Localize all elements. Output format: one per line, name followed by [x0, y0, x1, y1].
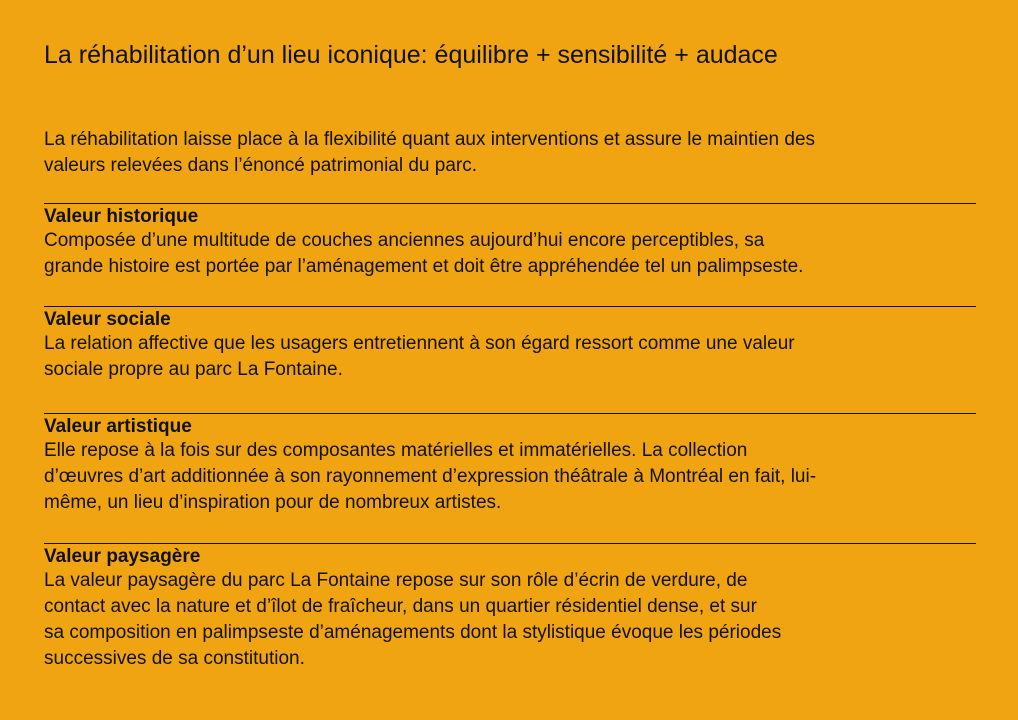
section-heading: Valeur sociale — [44, 309, 171, 330]
section-heading: Valeur artistique — [44, 416, 192, 437]
intro-line: La réhabilitation laisse place à la flexibilité quant aux interventions et assure le maintien des — [44, 129, 816, 150]
intro-line: valeurs relevées dans l’énoncé patrimonial du parc. — [44, 155, 478, 176]
section-line: Composée d’une multitude de couches anciennes aujourd’hui encore perceptibles, sa — [44, 230, 765, 251]
section-line: grande histoire est portée par l’aménagement et doit être appréhendée tel un palimpseste. — [44, 256, 804, 277]
section-body — [44, 568, 976, 672]
section-heading: Valeur historique — [44, 206, 199, 227]
section-valeur-paysagere — [44, 543, 976, 672]
section-line: La valeur paysagère du parc La Fontaine repose sur son rôle d’écrin de verdure, de — [44, 570, 748, 591]
section-valeur-sociale — [44, 306, 976, 383]
section-line: La relation affective que les usagers entretiennent à son égard ressort comme une valeur — [44, 333, 795, 354]
section-body — [44, 228, 976, 280]
intro-paragraph — [44, 127, 976, 179]
section-line: d’œuvres d’art additionnée à son rayonnement d’expression théâtrale à Montréal en fait, lui- — [44, 466, 817, 487]
section-line: sociale propre au parc La Fontaine. — [44, 359, 343, 380]
page-title: La réhabilitation d’un lieu iconique: équilibre + sensibilité + audace — [44, 41, 778, 69]
section-body — [44, 331, 976, 383]
section-divider — [44, 203, 976, 204]
section-line: même, un lieu d’inspiration pour de nombreux artistes. — [44, 492, 502, 513]
section-line: sa composition en palimpseste d’aménagements dont la stylistique évoque les périodes — [44, 622, 782, 643]
section-divider — [44, 413, 976, 414]
section-line: Elle repose à la fois sur des composantes matérielles et immatérielles. La collection — [44, 440, 748, 461]
section-line: contact avec la nature et d’îlot de fraîcheur, dans un quartier résidentiel dense, et sur — [44, 596, 757, 617]
section-body — [44, 438, 976, 516]
section-valeur-artistique — [44, 413, 976, 516]
section-divider — [44, 543, 976, 544]
section-valeur-historique — [44, 203, 976, 280]
section-heading: Valeur paysagère — [44, 546, 201, 567]
section-line: successives de sa constitution. — [44, 648, 305, 669]
section-divider — [44, 306, 976, 307]
